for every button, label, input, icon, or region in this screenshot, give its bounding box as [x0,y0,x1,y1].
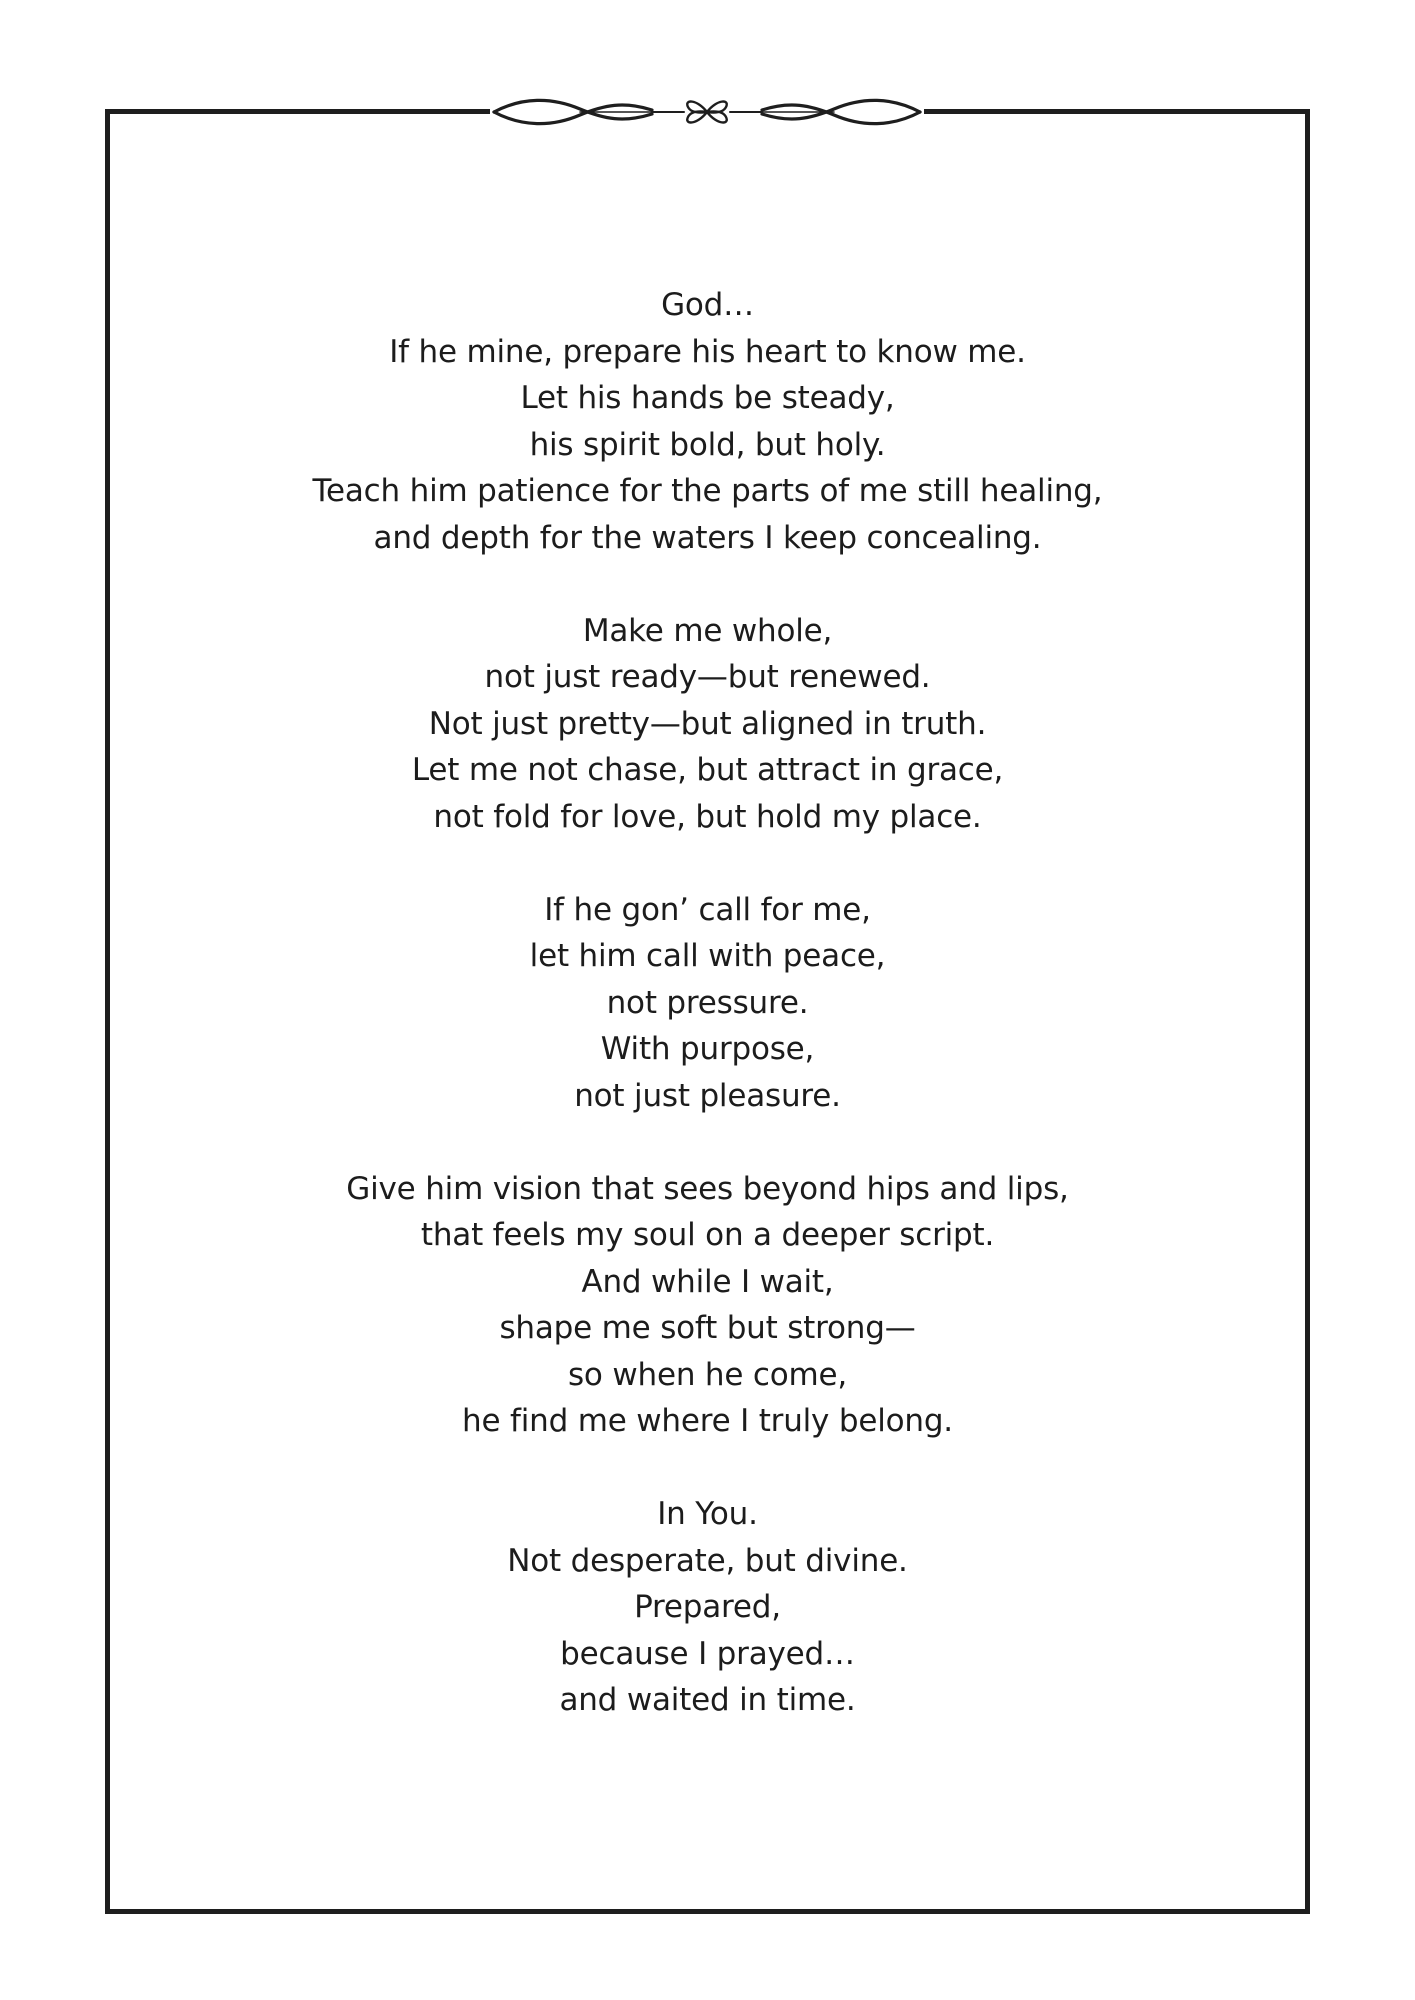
poem-body [160,282,1255,1724]
poem-line: Not desperate, but divine. [507,1542,908,1579]
poem-line: not just ready—but renewed. [484,659,931,695]
stanza-2 [160,608,1255,841]
poem-line: Teach him patience for the parts of me still healing, [312,473,1103,509]
poem-line: shape me soft but strong— [499,1310,916,1346]
poem-line: And while I wait, [581,1263,834,1300]
poem-line: If he mine, prepare his heart to know me. [389,333,1026,370]
poem-line: and depth for the waters I keep concealing. [373,519,1042,556]
poem-line: and waited in time. [559,1682,856,1718]
poem-line: God… [661,287,754,323]
poem-line: Let his hands be steady, [520,380,895,416]
poem-line: not pressure. [606,984,809,1021]
poem-line: Make me whole, [582,612,833,649]
poem-line: because I prayed… [560,1635,855,1672]
poem-line: Let me not chase, but attract in grace, [411,752,1004,788]
stanza-4 [160,1166,1255,1445]
poem-line: not just pleasure. [574,1077,841,1114]
poem-line: that feels my soul on a deeper script. [420,1217,995,1253]
poem-line: not fold for love, but hold my place. [433,798,982,835]
poem-line: In You. [657,1496,758,1532]
poem-line: Not just pretty—but aligned in truth. [428,705,987,742]
stanza-1 [160,282,1255,561]
poem-line: his spirit bold, but holy. [529,426,886,463]
poem-line: Prepared, [634,1589,781,1625]
poem-line: Give him vision that sees beyond hips and lips, [346,1170,1069,1207]
poem-line: let him call with peace, [529,938,886,974]
stanza-5 [160,1491,1255,1724]
stanza-3 [160,887,1255,1120]
poem-line: so when he come, [567,1356,848,1393]
poem-line: he find me where I truly belong. [462,1403,953,1439]
poem-line: With purpose, [600,1031,815,1067]
flourish-divider-icon [492,91,922,133]
poem-line: If he gon’ call for me, [544,891,871,928]
